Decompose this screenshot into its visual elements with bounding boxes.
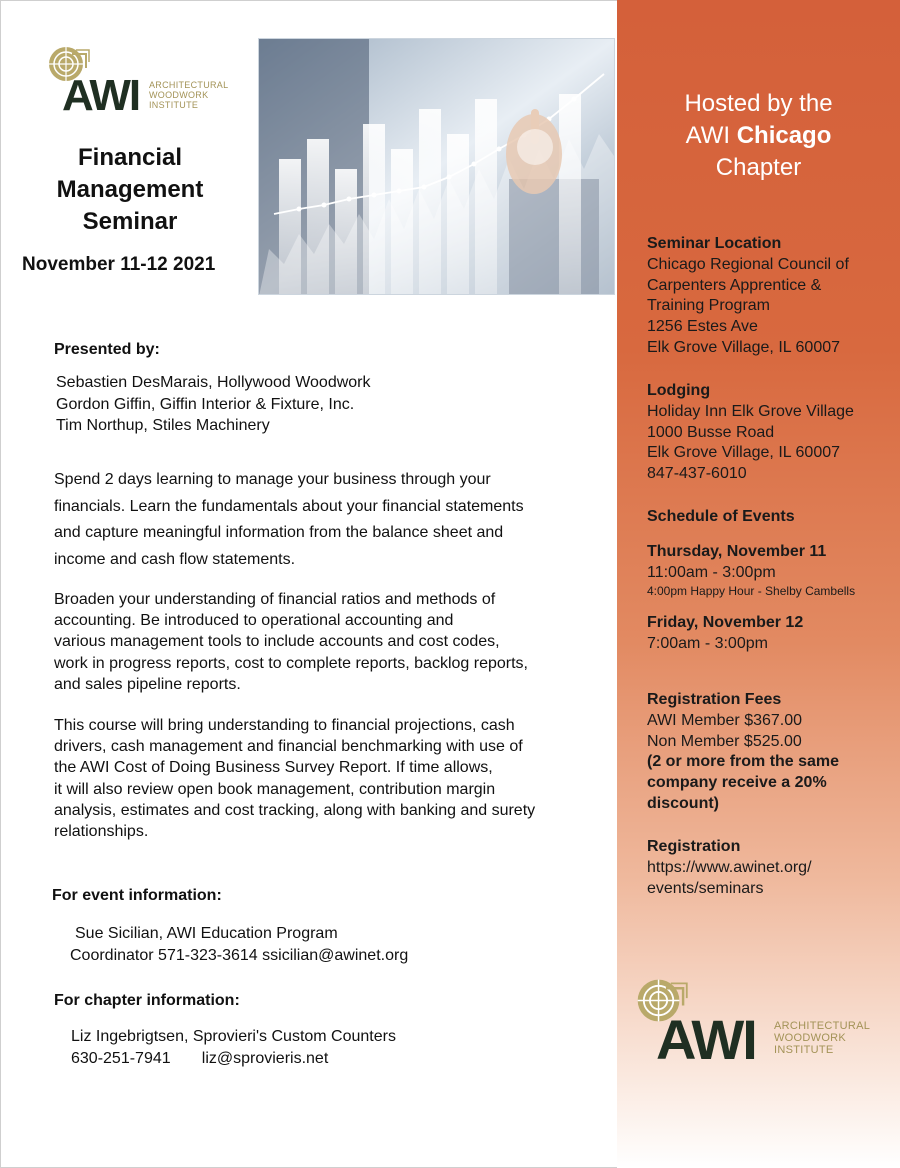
registration-fees: Registration Fees AWI Member $367.00 Non Member $525.00 (2 or more from the same company receive a 20% discount) [647, 691, 840, 812]
description-paragraph-3: This course will bring understanding to financial projections, cash drivers, cash management and financial benchmarking with use of the AWI Cost of Doing Business Survey Report. If time allows, it will also review open book management, contribution margin analysis, estimates and cost tracking, along with banking and surety relationships. [54, 717, 536, 841]
seminar-title: Financial Management Seminar [56, 144, 204, 235]
registration-link[interactable]: events/seminars [647, 879, 764, 897]
schedule-friday: Friday, November 12 7:00am - 3:00pm [647, 614, 804, 652]
logo-subtitle: ARCHITECTURAL WOODWORK INSTITUTE [774, 1020, 871, 1056]
lodging: Lodging Holiday Inn Elk Grove Village 1000 Busse Road Elk Grove Village, IL 60007 847-437-6010 [647, 382, 854, 483]
description-paragraph-2: Broaden your understanding of financial ratios and methods of accounting. Be introduced to operational accounting and various management tools to include accounts and cost codes, work in progress reports, cost to complete reports, backlog reports, and sales pipeline reports. [54, 591, 528, 693]
logo-wordmark: AWI [62, 71, 140, 120]
registration: Registration https://www.awinet.org/ events/seminars [647, 837, 812, 899]
awi-logo-bottom [634, 976, 884, 1076]
presenter-list [56, 372, 371, 437]
presented-by-heading: Presented by: [54, 341, 160, 358]
seminar-location: Seminar Location Chicago Regional Council of Carpenters Apprentice & Training Program 1256 Estes Ave Elk Grove Village, IL 60007 [647, 235, 849, 356]
awi-logo-top [44, 44, 244, 124]
financial-chart-illustration [259, 39, 615, 295]
chapter-contact: Liz Ingebrigtsen, Sprovieri's Custom Counters 630-251-7941 liz@sprovieris.net [71, 1028, 396, 1067]
schedule-heading: Schedule of Events [647, 508, 795, 525]
logo-wordmark: AWI [656, 1008, 756, 1071]
chapter-info-heading: For chapter information: [54, 992, 240, 1009]
schedule-thursday: Thursday, November 11 11:00am - 3:00pm 4:00pm Happy Hour - Shelby Cambells [647, 543, 856, 598]
presenter: Tim Northup, Stiles Machinery [56, 417, 270, 434]
logo-subtitle: ARCHITECTURAL WOODWORK INSTITUTE [149, 80, 229, 110]
hosted-by-banner: Hosted by the AWI Chicago Chapter [684, 90, 833, 181]
description-paragraph-1: Spend 2 days learning to manage your business through your financials. Learn the fundamentals about your financial statements and capture meaningful information from the balance sheet and income and cash flow statements. [54, 471, 524, 568]
event-contact: Sue Sicilian, AWI Education Program Coordinator 571-323-3614 ssicilian@awinet.org [70, 925, 409, 964]
registration-link[interactable]: https://www.awinet.org/ [647, 858, 812, 876]
hero-image [258, 38, 615, 295]
event-info-heading: For event information: [52, 887, 222, 904]
presenter: Sebastien DesMarais, Hollywood Woodwork [56, 374, 371, 391]
presenter: Gordon Giffin, Giffin Interior & Fixture, Inc. [56, 395, 355, 413]
seminar-dates: November 11-12 2021 [22, 254, 216, 275]
